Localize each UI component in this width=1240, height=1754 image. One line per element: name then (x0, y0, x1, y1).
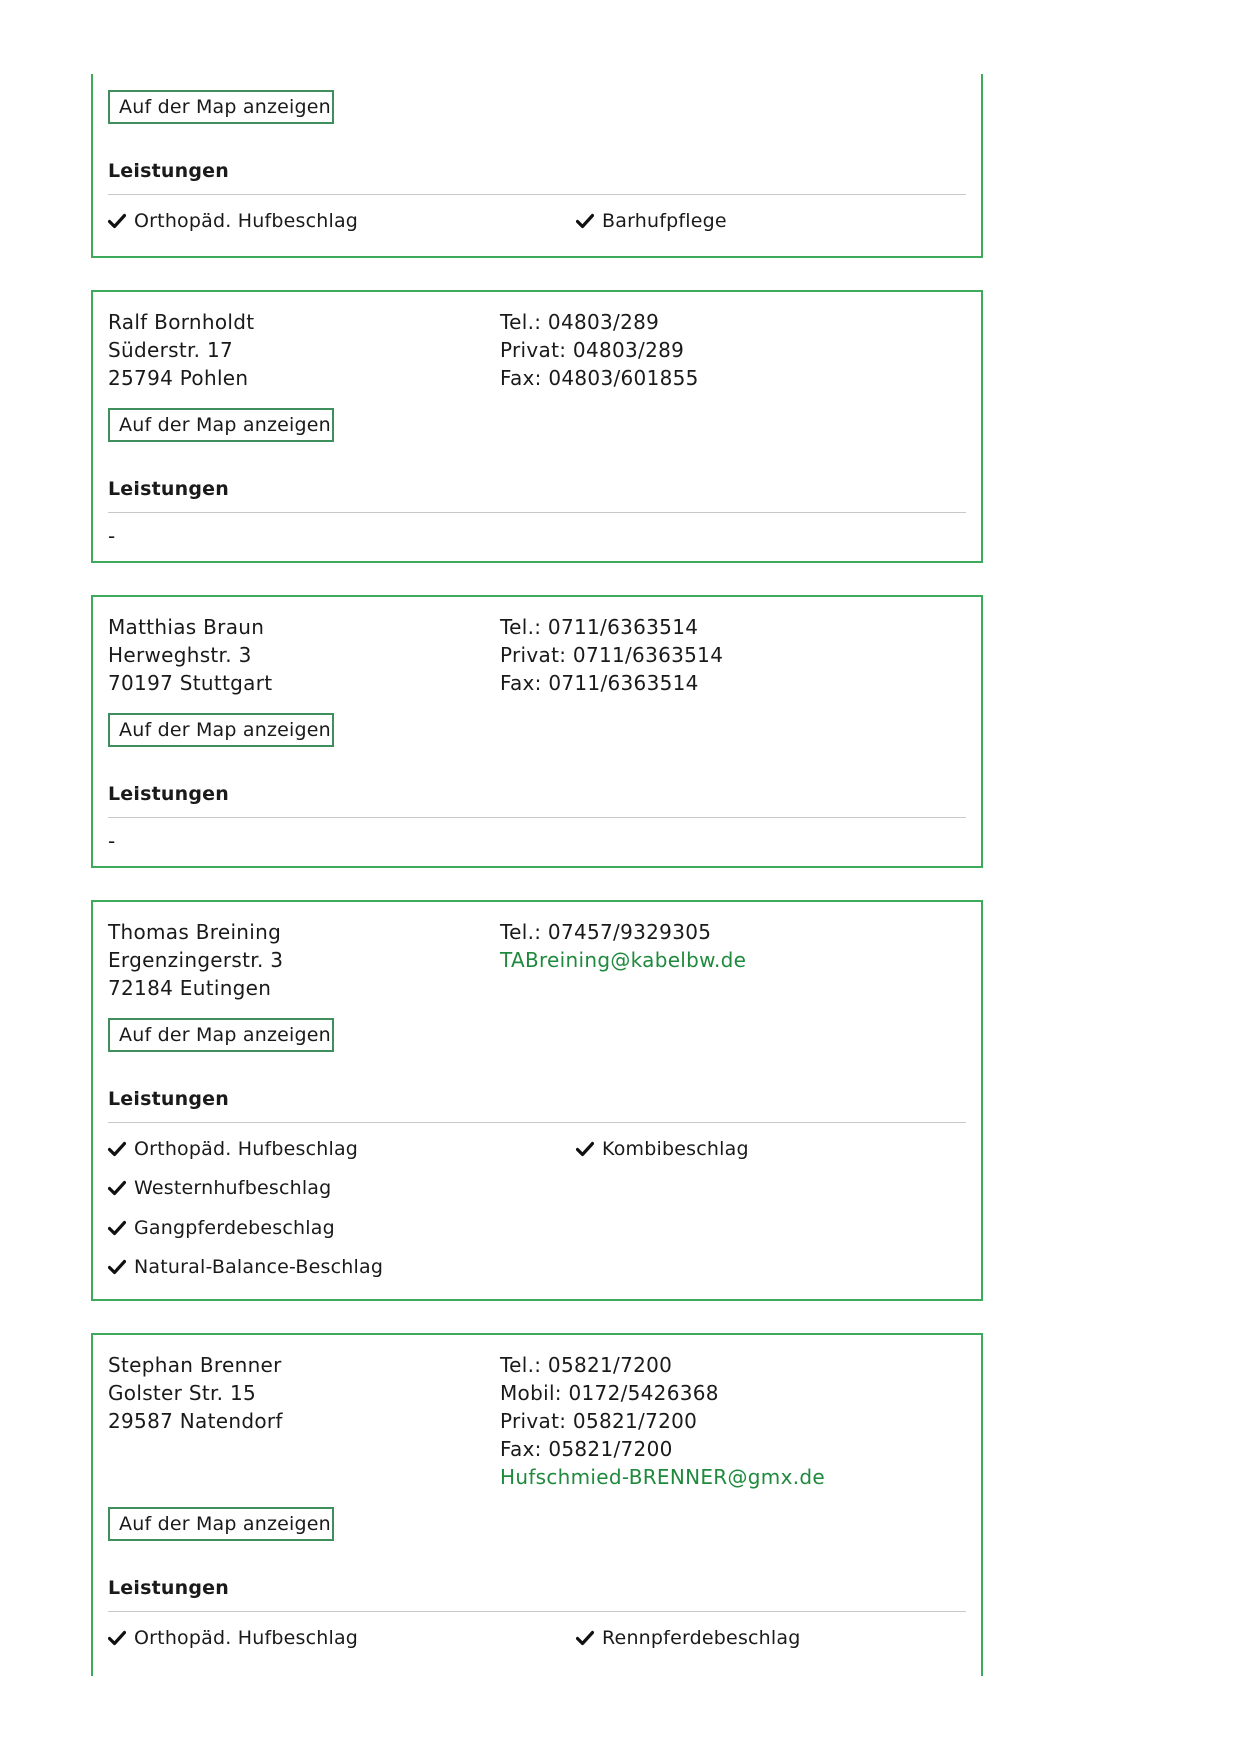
service-item: Rennpferdebeschlag (576, 1627, 801, 1649)
farrier-name: Ralf Bornholdt (108, 310, 255, 334)
fax: Fax: 0711/6363514 (500, 671, 699, 695)
city: 29587 Natendorf (108, 1409, 283, 1433)
service-item: Orthopäd. Hufbeschlag (108, 1627, 358, 1649)
fax: Fax: 04803/601855 (500, 366, 699, 390)
show-on-map-button[interactable]: Auf der Map anzeigen (108, 90, 334, 124)
phone: Tel.: 07457/9329305 (500, 920, 712, 944)
street: Süderstr. 17 (108, 338, 234, 362)
private-phone: Privat: 0711/6363514 (500, 643, 724, 667)
checkmark-icon (108, 1259, 126, 1275)
private-phone: Privat: 04803/289 (500, 338, 685, 362)
checkmark-icon (108, 1141, 126, 1157)
show-on-map-button[interactable]: Auf der Map anzeigen (108, 408, 334, 442)
address-block (108, 613, 272, 697)
farrier-card (91, 1333, 983, 1676)
mobile-phone: Mobil: 0172/5426368 (500, 1381, 719, 1405)
address-block (108, 918, 283, 1002)
checkmark-icon (576, 1141, 594, 1157)
divider (108, 1122, 966, 1123)
service-item: Westernhufbeschlag (108, 1177, 331, 1199)
service-item: Orthopäd. Hufbeschlag (108, 1138, 358, 1160)
divider (108, 817, 966, 818)
checkmark-icon (108, 1630, 126, 1646)
farrier-card (91, 595, 983, 868)
farrier-card (91, 290, 983, 563)
phone: Tel.: 04803/289 (500, 310, 660, 334)
services-heading: Leistungen (108, 478, 229, 500)
no-services: - (108, 524, 116, 548)
farrier-name: Matthias Braun (108, 615, 265, 639)
checkmark-icon (108, 213, 126, 229)
services-heading: Leistungen (108, 783, 229, 805)
farrier-card (91, 900, 983, 1301)
services-heading: Leistungen (108, 1088, 229, 1110)
street: Ergenzingerstr. 3 (108, 948, 284, 972)
contact-block (500, 918, 746, 974)
services-heading: Leistungen (108, 1577, 229, 1599)
email-link[interactable]: TABreining@kabelbw.de (500, 948, 747, 972)
checkmark-icon (108, 1180, 126, 1196)
service-item: Kombibeschlag (576, 1138, 749, 1160)
show-on-map-button[interactable]: Auf der Map anzeigen (108, 1018, 334, 1052)
service-item: Barhufpflege (576, 210, 727, 232)
contact-block (500, 308, 699, 392)
contact-block (500, 613, 723, 697)
divider (108, 512, 966, 513)
farrier-name: Thomas Breining (108, 920, 282, 944)
phone: Tel.: 0711/6363514 (500, 615, 699, 639)
address-block (108, 1351, 283, 1435)
checkmark-icon (576, 213, 594, 229)
street: Herweghstr. 3 (108, 643, 252, 667)
service-item: Orthopäd. Hufbeschlag (108, 210, 358, 232)
service-item: Gangpferdebeschlag (108, 1217, 335, 1239)
service-item: Natural-Balance-Beschlag (108, 1256, 383, 1278)
show-on-map-button[interactable]: Auf der Map anzeigen (108, 713, 334, 747)
city: 72184 Eutingen (108, 976, 272, 1000)
contact-block (500, 1351, 825, 1491)
street: Golster Str. 15 (108, 1381, 257, 1405)
show-on-map-button[interactable]: Auf der Map anzeigen (108, 1507, 334, 1541)
farrier-card (91, 74, 983, 258)
divider (108, 194, 966, 195)
farrier-name: Stephan Brenner (108, 1353, 282, 1377)
checkmark-icon (576, 1630, 594, 1646)
phone: Tel.: 05821/7200 (500, 1353, 673, 1377)
checkmark-icon (108, 1220, 126, 1236)
fax: Fax: 05821/7200 (500, 1437, 673, 1461)
address-block (108, 308, 254, 392)
no-services: - (108, 829, 116, 853)
private-phone: Privat: 05821/7200 (500, 1409, 698, 1433)
email-link[interactable]: Hufschmied-BRENNER@gmx.de (500, 1465, 825, 1489)
city: 25794 Pohlen (108, 366, 249, 390)
services-heading: Leistungen (108, 160, 229, 182)
divider (108, 1611, 966, 1612)
city: 70197 Stuttgart (108, 671, 273, 695)
